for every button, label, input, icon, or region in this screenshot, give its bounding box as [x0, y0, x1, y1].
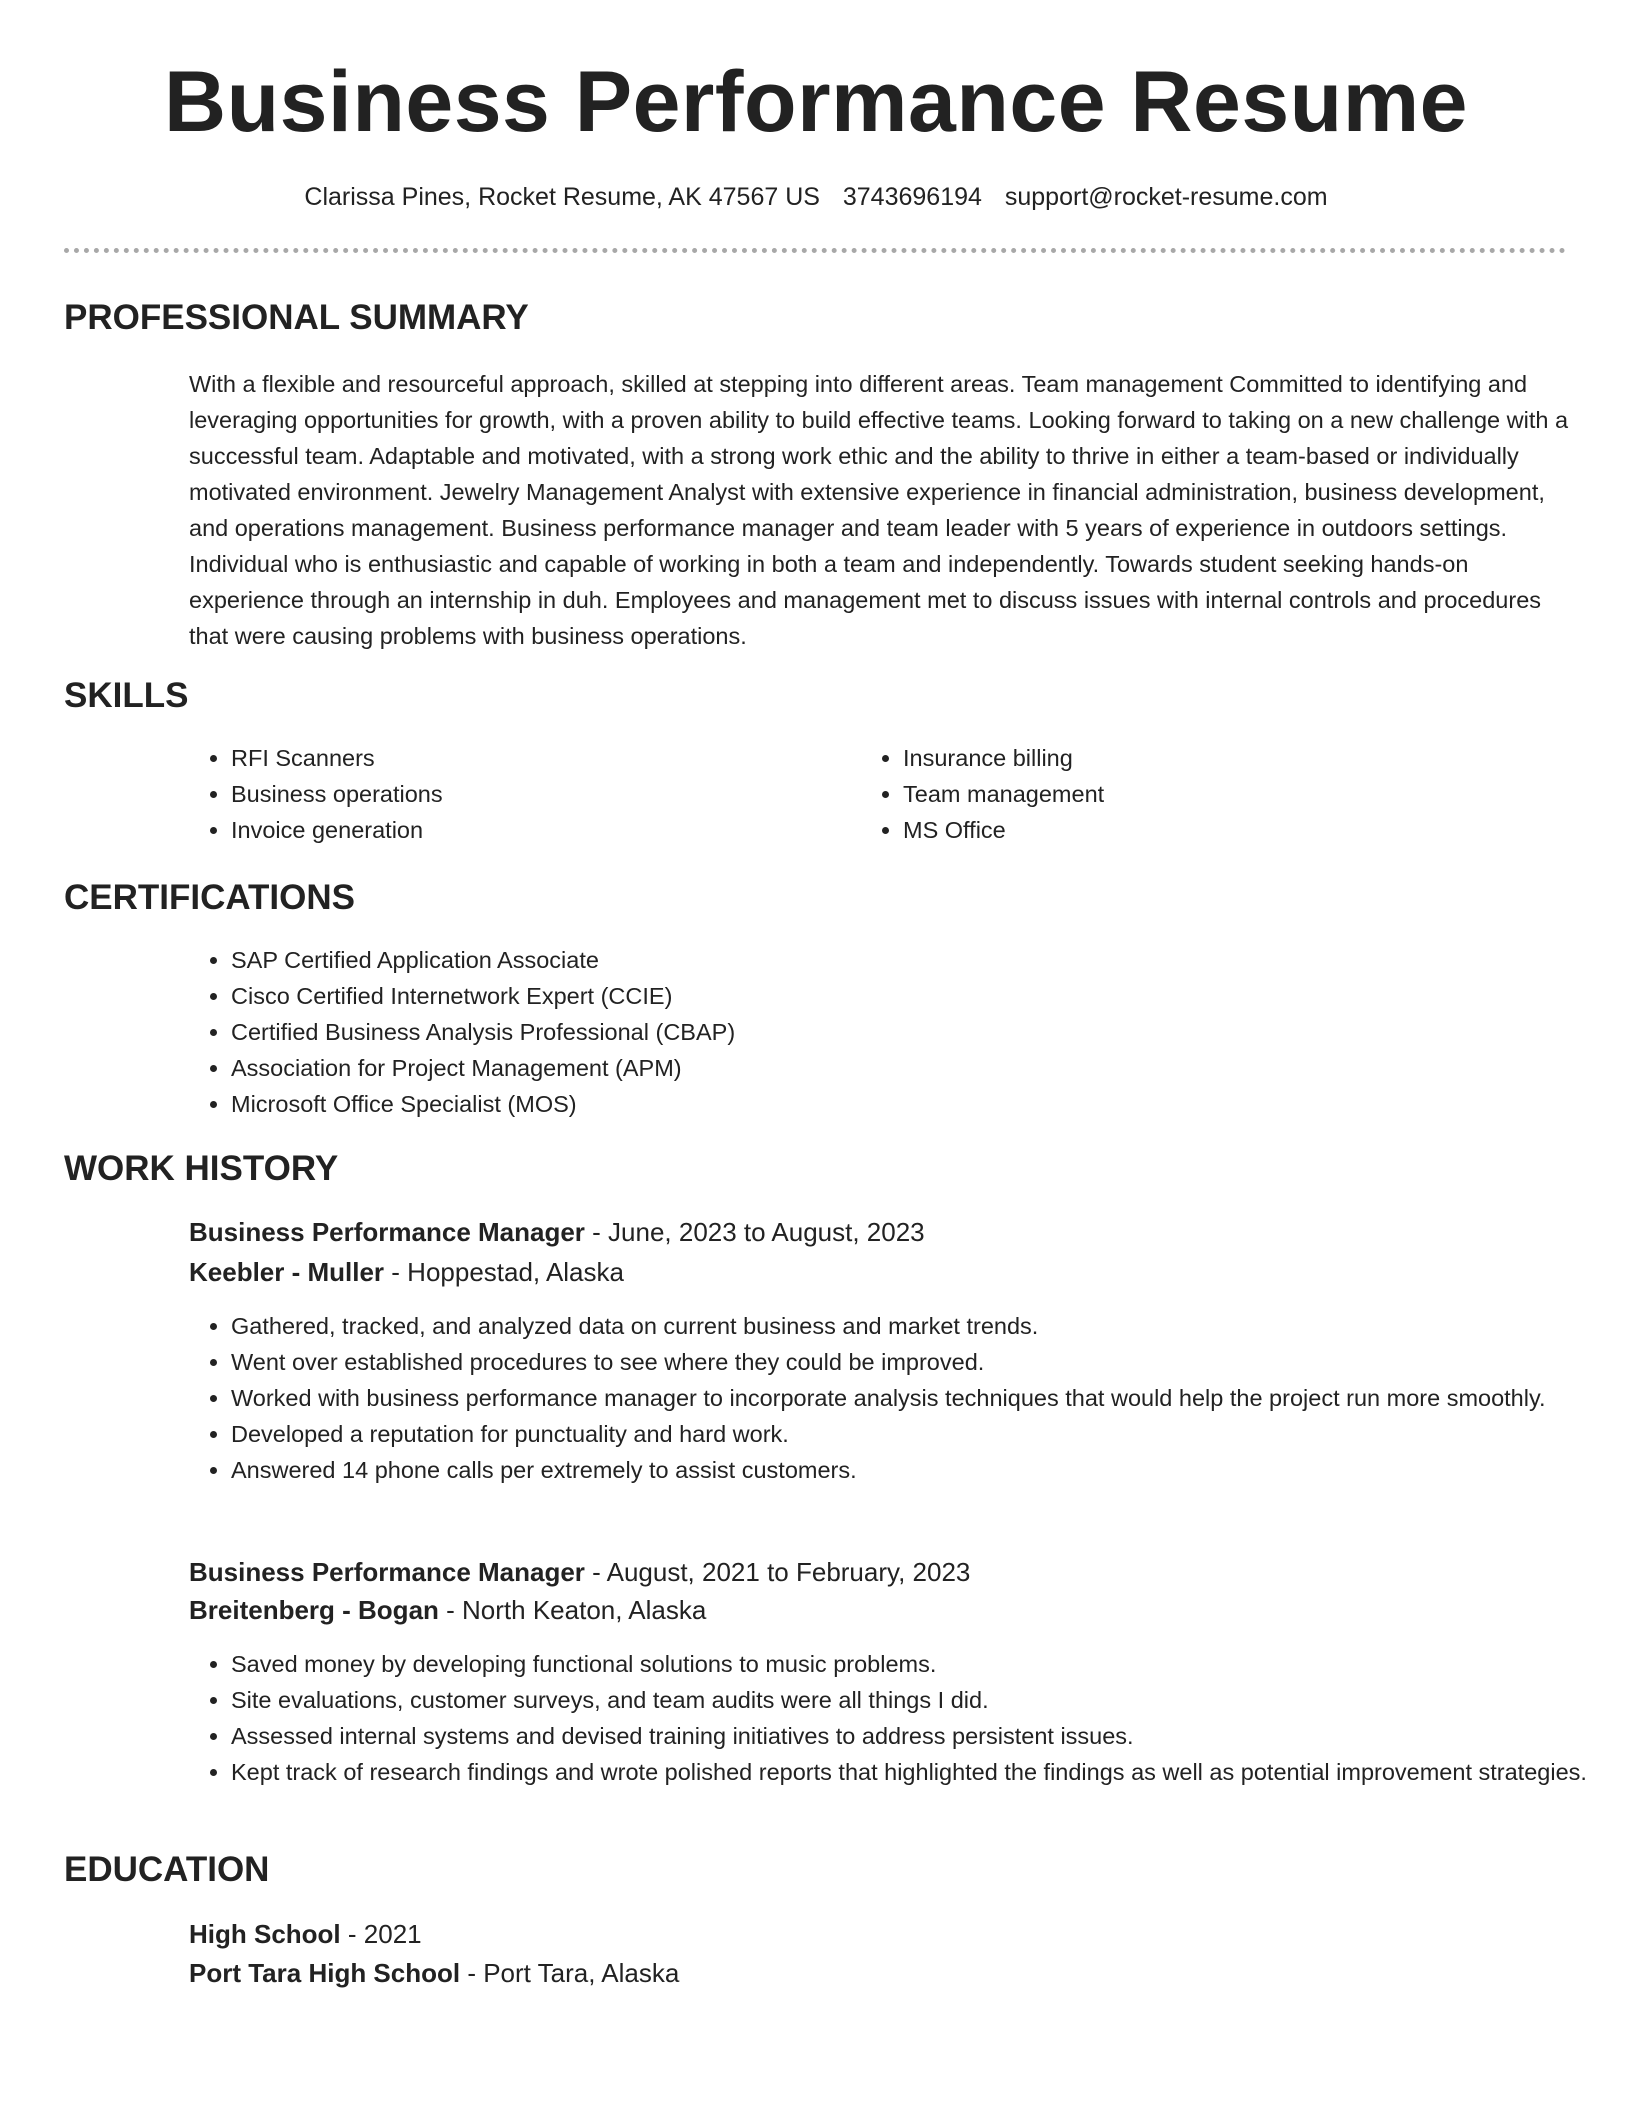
summary-heading: PROFESSIONAL SUMMARY [64, 298, 529, 337]
job-bullet: • Gathered, tracked, and analyzed data on current business and market trends. [231, 1308, 1611, 1344]
job-location: - North Keaton, Alaska [438, 1595, 707, 1625]
work-history-heading: WORK HISTORY [64, 1149, 339, 1188]
contact-email: support@rocket-resume.com [1004, 183, 1328, 211]
skill-item: • Invoice generation [231, 812, 831, 848]
contact-address: Clarissa Pines, Rocket Resume, AK 47567 US [304, 183, 820, 211]
certification-item: • Cisco Certified Internetwork Expert (CCIE) [231, 978, 1611, 1014]
job-bullet: • Saved money by developing functional solutions to music problems. [231, 1646, 1611, 1682]
job-location: - Hoppestad, Alaska [384, 1257, 624, 1287]
job-bullets [187, 1308, 1611, 1488]
contact-line [0, 180, 1632, 214]
education-degree-line [189, 1916, 422, 1952]
education-location: - Port Tara, Alaska [460, 1958, 680, 1988]
skill-item: • Team management [903, 776, 1503, 812]
job-title: Business Performance Manager [189, 1557, 585, 1587]
resume-title: Business Performance Resume [163, 54, 1469, 150]
education-heading: EDUCATION [64, 1850, 270, 1889]
job-company-line [189, 1592, 706, 1628]
skill-item: • RFI Scanners [231, 740, 831, 776]
job-bullet: • Worked with business performance manager to incorporate analysis techniques that would help the project run more smoothly. [231, 1380, 1611, 1416]
job-dates: - June, 2023 to August, 2023 [584, 1217, 925, 1247]
certification-item: • Certified Business Analysis Professional (CBAP) [231, 1014, 1611, 1050]
header-divider [64, 248, 1566, 253]
job-bullet: • Site evaluations, customer surveys, and team audits were all things I did. [231, 1682, 1611, 1718]
job-company: Breitenberg - Bogan [189, 1595, 439, 1625]
job-bullet: • Kept track of research findings and wrote polished reports that highlighted the findings as well as potential improvement strategies. [231, 1754, 1611, 1790]
education-degree: High School [189, 1919, 341, 1949]
education-year: - 2021 [340, 1919, 422, 1949]
skill-item: • Business operations [231, 776, 831, 812]
job-title-line [189, 1554, 970, 1590]
job-company-line [189, 1254, 624, 1290]
certifications-heading: CERTIFICATIONS [64, 878, 356, 917]
education-school: Port Tara High School [189, 1958, 461, 1988]
job-title-line [189, 1214, 925, 1250]
skill-item: • MS Office [903, 812, 1503, 848]
certifications-list [187, 942, 1611, 1122]
job-bullet: • Developed a reputation for punctuality and hard work. [231, 1416, 1611, 1452]
certification-item: • SAP Certified Application Associate [231, 942, 1611, 978]
job-title: Business Performance Manager [189, 1217, 585, 1247]
skills-heading: SKILLS [64, 676, 189, 715]
job-bullet: • Assessed internal systems and devised training initiatives to address persistent issues. [231, 1718, 1611, 1754]
job-bullet: • Went over established procedures to see where they could be improved. [231, 1344, 1611, 1380]
job-dates: - August, 2021 to February, 2023 [584, 1557, 971, 1587]
job-bullet: • Answered 14 phone calls per extremely to assist customers. [231, 1452, 1611, 1488]
skills-list-left [187, 740, 831, 848]
job-company: Keebler - Muller [189, 1257, 385, 1287]
education-school-line [189, 1955, 679, 1991]
job-bullets [187, 1646, 1611, 1790]
contact-phone: 3743696194 [842, 183, 982, 211]
skills-list-right [859, 740, 1503, 848]
certification-item: • Association for Project Management (APM) [231, 1050, 1611, 1086]
summary-text: With a flexible and resourceful approach, skilled at stepping into different areas. Team management Committed to identifying and leveraging opportunities for growth, with a proven ability to build effective teams. Looking forward to taking on a new challenge with a successful team. Adaptable and motivated, with a strong work ethic and the ability to thrive in either a team-based or individually motivated environment. Jewelry Management Analyst with extensive experience in financial administration, business development, and operations management. Business performance manager and team leader with 5 years of experience in outdoors settings. Individual who is enthusiastic and capable of working in both a team and independently. Towards student seeking hands-on experience through an internship in duh. Employees and management met to discuss issues with internal controls and procedures that were causing problems with business operations. [189, 371, 1569, 649]
skill-item: • Insurance billing [903, 740, 1503, 776]
certification-item: • Microsoft Office Specialist (MOS) [231, 1086, 1611, 1122]
